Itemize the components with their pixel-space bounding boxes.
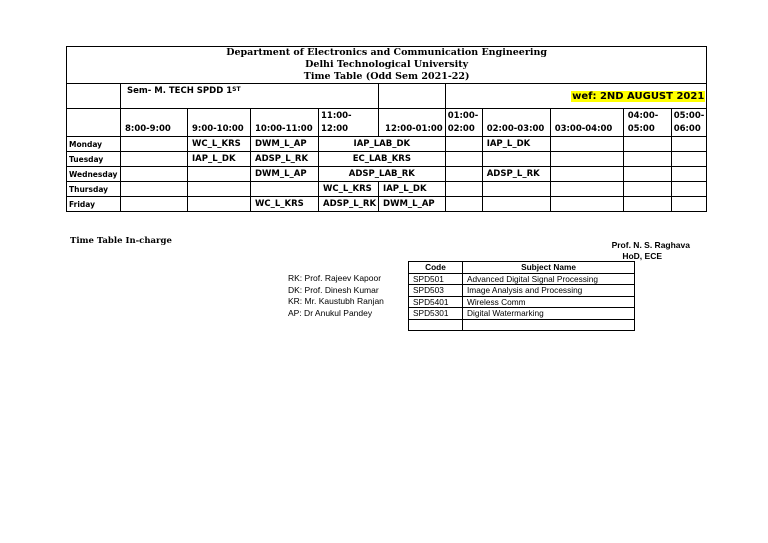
class-cell: ADSP_L_RK <box>482 167 550 182</box>
slot-header: 04:00- 05:00 <box>623 109 671 137</box>
table-row <box>67 137 707 152</box>
subject-code: SPD503 <box>409 285 463 297</box>
department-title: Department of Electronics and Communication Engineering <box>226 47 548 58</box>
class-cell: EC_LAB_KRS <box>319 152 446 167</box>
subject-name: Advanced Digital Signal Processing <box>463 273 635 285</box>
class-cell: WC_L_KRS <box>251 197 319 212</box>
table-row <box>409 319 635 331</box>
slot-header: 03:00-04:00 <box>550 109 623 137</box>
timetable <box>66 46 707 212</box>
subject-code: SPD5301 <box>409 308 463 320</box>
table-row <box>409 285 635 297</box>
hod-signature <box>560 240 690 262</box>
blank-cell <box>379 84 446 109</box>
class-cell: DWM_L_AP <box>251 167 319 182</box>
hod-title: HoD, ECE <box>622 251 662 261</box>
class-cell: WC_L_KRS <box>188 137 251 152</box>
slot-header: 01:00- 02:00 <box>445 109 482 137</box>
class-cell: ADSP_LAB_RK <box>319 167 446 182</box>
class-cell: IAP_L_DK <box>188 152 251 167</box>
class-cell: IAP_LAB_DK <box>319 137 446 152</box>
blank-cell <box>67 109 121 137</box>
timetable-title: Time Table (Odd Sem 2021-22) <box>303 71 470 82</box>
header-block <box>67 47 707 84</box>
slot-header: 05:00- 06:00 <box>671 109 707 137</box>
column-header-name: Subject Name <box>463 262 635 274</box>
faculty-item: KR: Mr. Kaustubh Ranjan <box>288 296 384 306</box>
subject-name: Image Analysis and Processing <box>463 285 635 297</box>
day-label: Tuesday <box>67 152 121 167</box>
table-row <box>67 182 707 197</box>
class-cell: IAP_L_DK <box>482 137 550 152</box>
day-label: Wednesday <box>67 167 121 182</box>
university-title: Delhi Technological University <box>305 59 469 70</box>
incharge-label: Time Table In-charge <box>70 236 172 246</box>
faculty-legend <box>288 273 384 319</box>
subject-code: SPD5401 <box>409 296 463 308</box>
subject-name: Digital Watermarking <box>463 308 635 320</box>
semester-label: Sem- M. TECH SPDD 1ST <box>121 84 379 109</box>
class-cell: DWM_L_AP <box>251 137 319 152</box>
table-row <box>409 308 635 320</box>
table-row <box>409 273 635 285</box>
faculty-item: AP: Dr Anukul Pandey <box>288 307 373 318</box>
slot-header: 10:00-11:00 <box>251 109 319 137</box>
blank-cell <box>67 84 121 109</box>
slot-header: 9:00-10:00 <box>188 109 251 137</box>
day-label: Monday <box>67 137 121 152</box>
wef-cell <box>445 84 707 109</box>
hod-name: Prof. N. S. Raghava <box>611 240 690 250</box>
slot-header: 8:00-9:00 <box>121 109 188 137</box>
subject-name: Wireless Comm <box>463 296 635 308</box>
class-cell: DWM_L_AP <box>379 197 446 212</box>
subject-code: SPD501 <box>409 273 463 285</box>
table-row <box>67 197 707 212</box>
column-header-code: Code <box>409 262 463 274</box>
table-row <box>67 152 707 167</box>
class-cell: IAP_L_DK <box>379 182 446 197</box>
subject-table <box>408 261 635 331</box>
slot-header: 11:00- 12:00 <box>319 109 379 137</box>
class-cell: ADSP_L_RK <box>319 197 379 212</box>
faculty-item: DK: Prof. Dinesh Kumar <box>288 284 379 295</box>
table-row <box>67 167 707 182</box>
wef-date: wef: 2ND AUGUST 2021 <box>572 90 705 102</box>
faculty-item: RK: Prof. Rajeev Kapoor <box>288 273 382 283</box>
slot-header: 02:00-03:00 <box>482 109 550 137</box>
day-label: Thursday <box>67 182 121 197</box>
table-row <box>409 296 635 308</box>
day-label: Friday <box>67 197 121 212</box>
class-cell: WC_L_KRS <box>319 182 379 197</box>
class-cell: ADSP_L_RK <box>251 152 319 167</box>
slot-header: 12:00-01:00 <box>379 109 446 137</box>
